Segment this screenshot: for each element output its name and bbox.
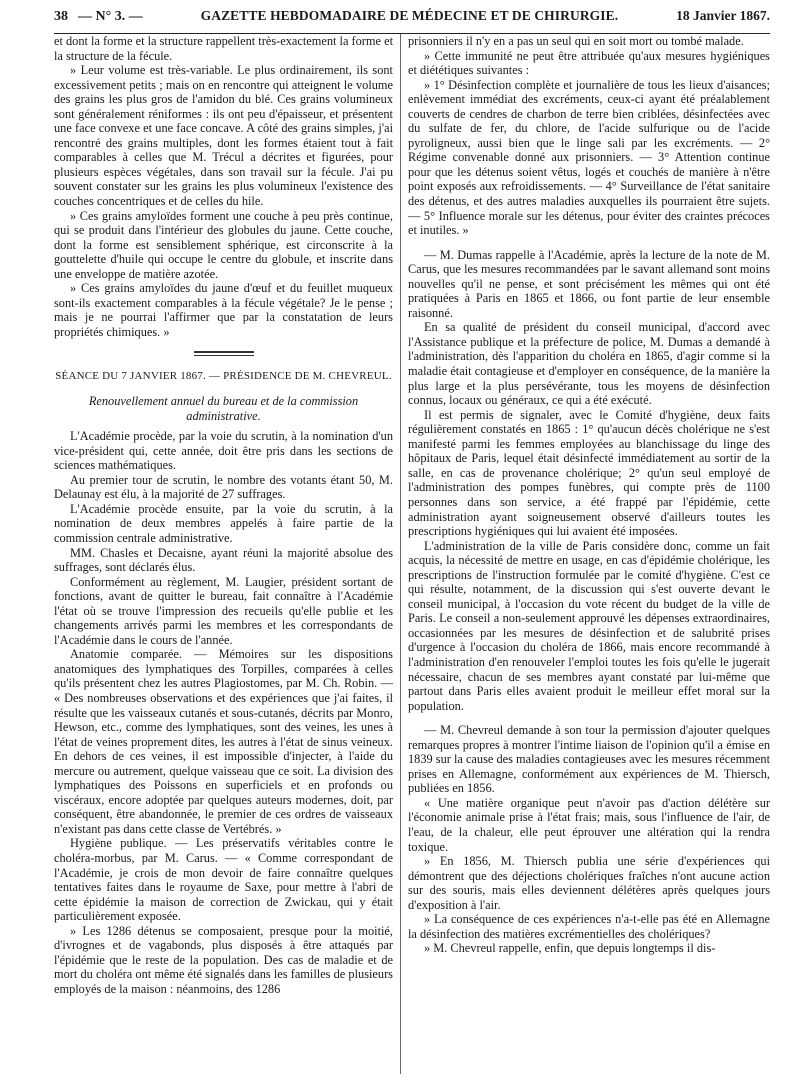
- page-number: 38: [54, 9, 68, 24]
- page-header: [54, 8, 770, 34]
- paragraph: En sa qualité de président du conseil municipal, d'accord avec l'Assistance publique et la préfecture de police, M. Dumas a demandé à l'administration, dès l'apparition du choléra en 1865, d'agir comme si la maladie était contagieuse et d'employer en conséquence, de la manière la plus large et la plus persévérante, tous les moyens de désinfection connus, locaux ou généraux, ce qui a été exécuté.: [408, 320, 770, 408]
- paragraph: » 1° Désinfection complète et journalière de tous les lieux d'aisances; enlèvement immédiat des excréments, ceux-ci ayant été préalablement couverts de cendres de charbon de terre bien criblées, désinfectées avec du sulfate de fer, du chlore, de l'acide sulfurique ou de l'acide pyroligneux, aussi bien que le linge sali par les excréments. — 2° Régime convenable donné aux prisonniers. — 3° Attention continue pour que les détenus soient vêtus, logés et couchés de manière à n'être point exposés aux refroidissements. — 4° Surveillance de l'état sanitaire des détenus, et des autres maladies auxquelles ils pourraient être sujets. — 5° Influence morale sur les détenus, pour éviter des craintes précoces et inutiles. »: [408, 77, 770, 238]
- column-divider: [400, 34, 401, 1074]
- paragraph: » M. Chevreul rappelle, enfin, que depuis longtemps il dis-: [424, 941, 716, 956]
- left-column: [54, 34, 393, 996]
- paragraph: » En 1856, M. Thiersch publia une série d'expériences qui démontrent que des déjections cholériques fraîches n'ont aucune action sur des souris, mais elles deviennent délétères après quelques jours d'exposition à l'air.: [408, 854, 770, 912]
- section-separator: [194, 351, 254, 353]
- paragraph: » Cette immunité ne peut être attribuée qu'aux mesures hygiéniques et diététiques suivantes :: [408, 48, 770, 78]
- issue-number: — N° 3. —: [78, 9, 143, 24]
- paragraph: et dont la forme et la structure rappellent très-exactement la forme et la structure de la fécule.: [54, 34, 393, 63]
- spacer: [408, 713, 770, 723]
- paragraph: « Une matière organique peut n'avoir pas d'action délétère sur l'économie animale prise à l'état frais; mais, sous l'influence de l'air, de l'eau, de la chaleur, elle peut éprouver une altération qui la rendra toxique.: [408, 795, 770, 854]
- paragraph: Il est permis de signaler, avec le Comité d'hygiène, deux faits régulièrement constatés en 1865 : 1° qu'aucun décès cholérique ne s'est manifesté parmi les femmes employées au blanchissage du linge des hôpitaux de Paris, lequel était désinfecté immédiatement au sortir de la salle, en cas de provenance cholérique; 2° qu'un seul employé de l'administration des pompes funèbres, qui compte près de 1100 personnes dans son service, a été frappé par l'épidémie, cette administration ayant soigneusement observé d'ailleurs toutes les prescriptions hygiéniques qui lui avaient été imposées.: [408, 407, 770, 539]
- paragraph: Anatomie comparée. — Mémoires sur les dispositions anatomiques des lymphatiques des Torpilles, comparées à celles qu'ils présentent chez les autres Plagiostomes, par M. Ch. Robin. — « Des nombreuses observations et des expériences que j'ai faites, il résulte que les vaisseaux cutanés et sous-cutanés, décrits par Monro, Hewson, etc., comme des lymphatiques, sont des veines, les unes à l'état de veines proprement dites, les autres à l'état de sinus veineux. En dehors de ces veines, il est impossible d'injecter, à l'aide du mercure ou autrement, quelque vaisseau que ce soit. La division des lymphatiques des Poissons en superficiels et en profonds ou viscéraux, encore adoptée par quelques auteurs modernes, doit, par conséquent, être abandonnée, le premier de ces ordres de vaisseaux n'existant pas dans cette classe de Vertébrés. »: [54, 647, 393, 836]
- paragraph: L'Académie procède, par la voie du scrutin, à la nomination d'un vice-président qui, cette année, doit être pris dans les sections de sciences mathématiques.: [54, 429, 393, 473]
- paragraph: » Ces grains amyloïdes forment une couche à peu près continue, qui se produit dans l'intérieur des globules du jaune. Cette couche, dont la forme est sensiblement sphérique, est circonscrite à la gouttelette d'huile qui occupe le centre du globule, et inscrite dans une enveloppe de matière azotée.: [54, 208, 393, 281]
- paragraph: — M. Dumas rappelle à l'Académie, après la lecture de la note de M. Carus, que les mesures recommandées par le savant allemand sont moins nouvelles qu'il ne pense, et sont précisément les mêmes qui ont été pratiquées à Paris en 1865 et 1866, ou font partie de leur ensemble raisonné.: [408, 247, 770, 320]
- session-heading: SÉANCE DU 7 JANVIER 1867. — PRÉSIDENCE DE M. CHEVREUL.: [55, 370, 392, 383]
- spacer: [408, 238, 770, 248]
- paragraph: — M. Chevreul demande à son tour la permission d'ajouter quelques remarques propres à montrer l'intime liaison de l'opinion qu'il a émise en 1839 sur la cause des maladies contagieuses avec les mesures récemment prises en Allemagne, conformément aux expériences de M. Thiersch, publiées en 1856.: [408, 723, 770, 796]
- paragraph: Hygiène publique. — Les préservatifs véritables contre le choléra-morbus, par M. Carus. — « Comme correspondant de l'Académie, je crois de mon devoir de faire connaître quelques tentatives faites dans le royaume de Saxe, pour mettre à l'abri de cette épidémie la maison de correction de Zwickau, qui y était particulièrement exposée.: [54, 836, 393, 924]
- paragraph: L'administration de la ville de Paris considère donc, comme un fait acquis, la nécessité de mettre en usage, en cas d'épidémie cholérique, les prescriptions de l'instruction formulée par le comité d'hygiène. C'est ce qui résulte, notamment, de la discussion qui s'est ouverte devant le conseil municipal, à l'occasion du vote récent du budget de la ville de Paris. Le conseil a non-seulement approuvé les dépenses extraordinaires, occasionnées par les mesures de désinfection et de salubrité prises d'urgence à l'occasion du choléra de 1866, mais encore recommandé à l'administration d'en renouveler l'emploi toutes les fois qu'elle le jugerait nécessaire, chacun de ses membres ayant constaté par lui-même que partout dans Paris elles avaient produit le meilleur effet moral sur la population.: [408, 538, 770, 713]
- paragraph: » La conséquence de ces expériences n'a-t-elle pas été en Allemagne la désinfection des matières excrémentielles des cholériques?: [408, 912, 770, 941]
- issue-date: 18 Janvier 1867.: [676, 8, 770, 23]
- paragraph: Au premier tour de scrutin, le nombre des votants étant 50, M. Delaunay est élu, à la majorité de 27 suffrages.: [54, 472, 393, 502]
- paragraph: » Ces grains amyloïdes du jaune d'œuf et du feuillet muqueux sont-ils exactement comparables à la fécule végétale? Je le pense ; mais je ne pourrai l'affirmer que par la constatation de leurs propriétés chimiques. »: [54, 281, 393, 339]
- paragraph: » Leur volume est très-variable. Le plus ordinairement, ils sont excessivement petits ; mais on en rencontre qui atteignent le volume des grains les plus gros de l'amidon du blé. Ces grains volumineux sont généralement réniformes : ils ont peu d'épaisseur, et présentent une face convexe et une face concave. A côté des grains simples, j'ai rencontré des grains multiples, dont les formes étaient tout à fait comparables à celles que M. Trécul a décrites et figurées, pour plusieurs espèces végétales, dans son travail sur la fécule. J'ai pu souvent constater sur les grains les plus volumineux l'existence des couches concentriques et de celles du hile.: [54, 63, 393, 209]
- paragraph: Conformément au règlement, M. Laugier, président sortant de fonctions, avant de quitter le bureau, fait connaître à l'Académie l'état où se trouve l'impression des recueils qu'elle publie et les changements arrivés parmi les membres et les correspondants de l'Académie dans le cours de l'année.: [54, 574, 393, 647]
- right-column: [408, 34, 770, 956]
- paragraph: L'Académie procède ensuite, par la voie du scrutin, à la nomination de deux membres appelés à faire partie de la commission centrale administrative.: [54, 501, 393, 545]
- paragraph: » Les 1286 détenus se composaient, presque pour la moitié, d'ivrognes et de vagabonds, plus disposés à être attaqués par l'épidémie que le reste de la population. Des cas de maladie et de mort du choléra ont même été signalés dans les familles de plusieurs employés de la maison : néanmoins, des 1286: [54, 923, 393, 996]
- paragraph: MM. Chasles et Decaisne, ayant réuni la majorité absolue des suffrages, sont déclarés élus.: [54, 545, 393, 575]
- paragraph: prisonniers il n'y en a pas un seul qui en soit mort ou tombé malade.: [408, 34, 744, 48]
- section-subheading: Renouvellement annuel du bureau et de la commission administrative.: [88, 394, 359, 423]
- journal-title: GAZETTE HEBDOMADAIRE DE MÉDECINE ET DE CHIRURGIE.: [200, 8, 619, 23]
